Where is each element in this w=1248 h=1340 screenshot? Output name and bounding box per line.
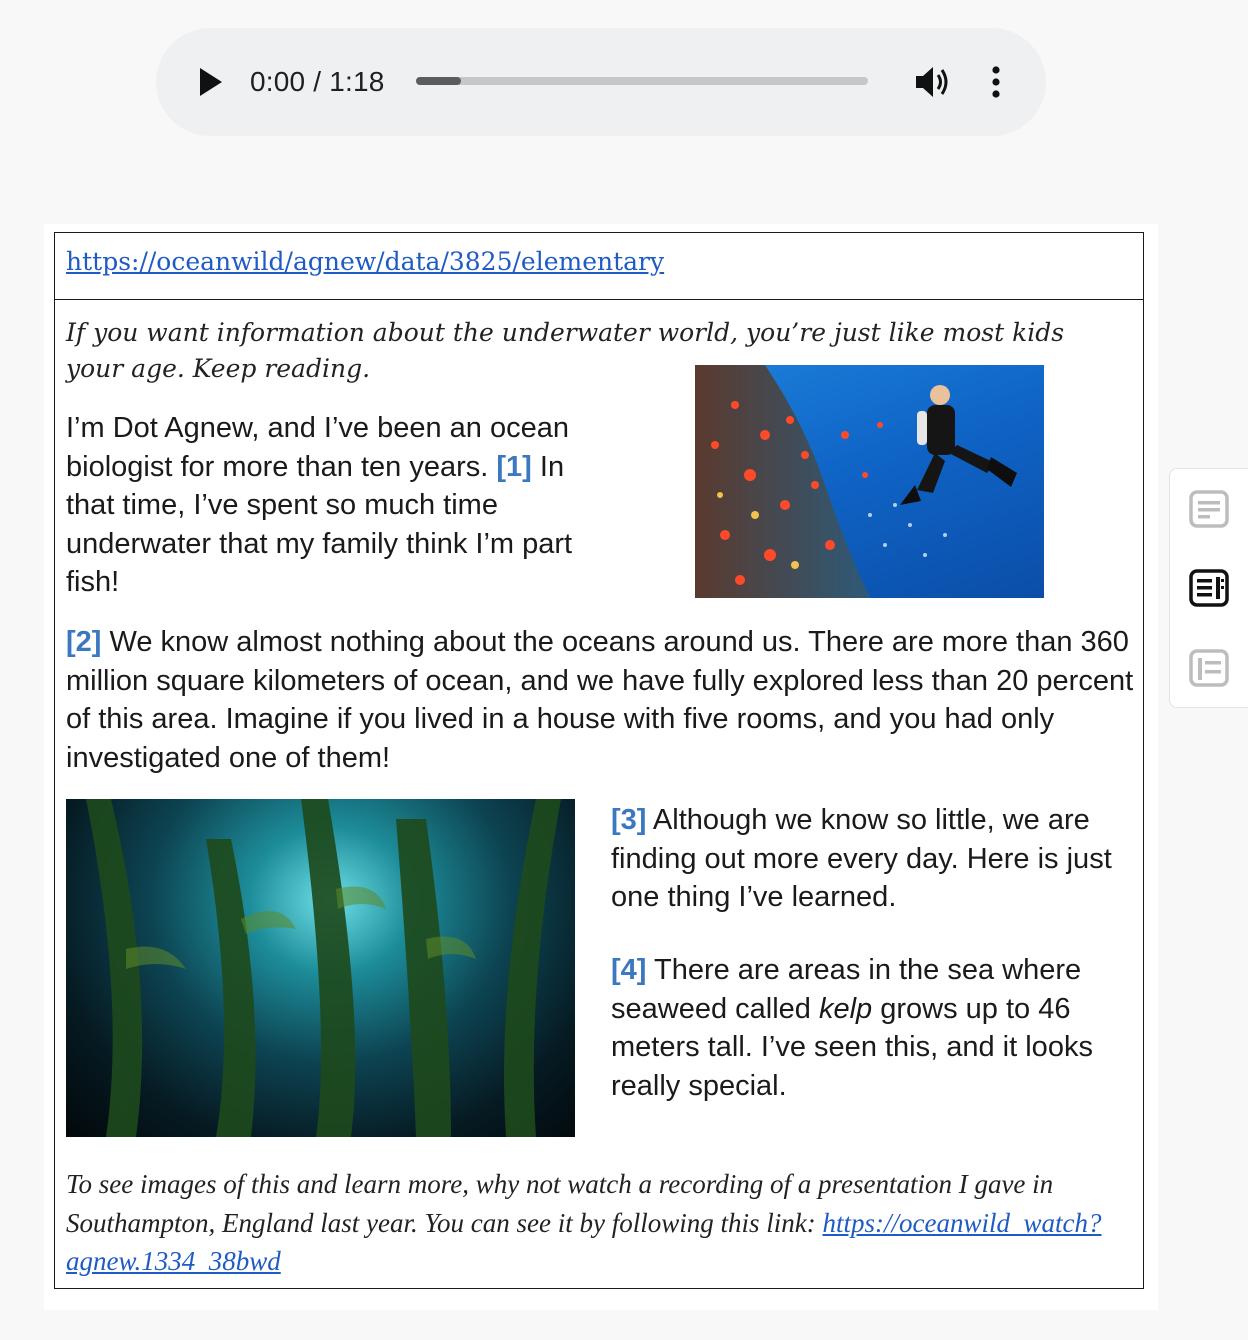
paragraph-number-1: [1] — [496, 450, 532, 483]
view-toggle-rail — [1169, 468, 1248, 708]
paragraph-4-text-b: grows up to 46 meters tall. I’ve seen this, and it looks really special. — [611, 992, 1093, 1102]
paragraph-number-3: [3] — [611, 804, 647, 836]
paragraph-1-text-a: I’m Dot Agnew, and I’ve been an ocean biologist for more than ten years. — [66, 412, 570, 483]
play-icon[interactable] — [198, 66, 224, 98]
paragraph-1-text-b: In that time, I’ve spent so much time underwater that my family think I’m part fish! — [66, 450, 573, 598]
paragraph-4-text-a: There are areas in the sea where seaweed called — [611, 954, 1082, 1025]
outro-text — [66, 1165, 1141, 1281]
passage-url-link[interactable]: https://oceanwild/agnew/data/3825/elementary — [66, 247, 665, 276]
reading-passage — [44, 224, 1158, 1310]
paragraph-number-2: [2] — [66, 626, 102, 658]
outro-sentence: To see images of this and learn more, why not watch a recording of a presentation I gave in Southampton, England last year. You can see it by following this link: — [66, 1169, 1054, 1238]
more-vert-icon[interactable] — [984, 64, 1008, 100]
kelp-term: kelp — [818, 992, 873, 1025]
audio-progress-track[interactable] — [416, 77, 868, 85]
paragraph-3 — [611, 801, 1141, 917]
intro-text: If you want information about the underwater world, you’re just like most kids your age. Keep reading. — [66, 318, 1065, 383]
url-header — [55, 233, 1143, 300]
passage-view-icon[interactable] — [1188, 489, 1230, 529]
paragraph-4 — [611, 951, 1141, 1105]
passage-frame — [54, 232, 1144, 1289]
paragraph-1 — [66, 409, 606, 602]
kelp-forest-photo — [66, 799, 575, 1137]
audio-time: 0:00 / 1:18 — [250, 66, 385, 97]
question-view-icon[interactable] — [1188, 648, 1230, 688]
diver-reef-photo — [695, 365, 1044, 598]
audio-progress-fill — [416, 77, 461, 85]
paragraph-2-text: We know almost nothing about the oceans around us. There are more than 360 million square kilometers of ocean, and we have fully explored less than 20 percent of this area. Imagine if you lived in a house with five rooms, and you had only investigated one of them! — [66, 626, 1134, 774]
recording-link[interactable]: https://oceanwild_watch?agnew.1334_38bwd — [66, 1207, 1102, 1276]
paragraph-2 — [66, 623, 1136, 777]
split-view-icon[interactable] — [1188, 568, 1230, 608]
paragraph-number-4: [4] — [611, 954, 647, 986]
paragraph-3-text: Although we know so little, we are finding out more every day. Here is just one thing I’ve learned. — [611, 804, 1112, 913]
volume-icon[interactable] — [914, 64, 952, 100]
